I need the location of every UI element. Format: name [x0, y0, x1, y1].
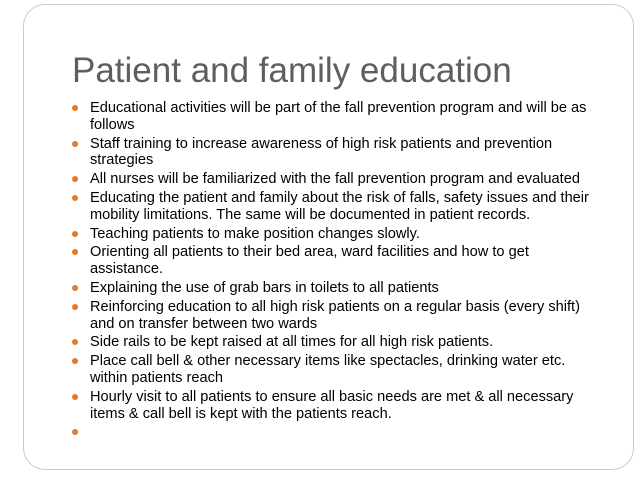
bullet-marker-icon — [72, 195, 78, 201]
bullet-item — [72, 226, 602, 243]
bullet-item — [72, 334, 602, 351]
bullet-text: Hourly visit to all patients to ensure all basic needs are met & all necessary items & call bell is kept with the patients reach. — [90, 388, 574, 422]
bullet-marker-icon — [72, 285, 78, 291]
bullet-marker-icon — [72, 304, 78, 310]
bullet-marker-icon — [72, 339, 78, 345]
bullet-text: Educating the patient and family about the risk of falls, safety issues and their mobility limitations. The same will be documented in patient records. — [90, 189, 589, 223]
bullet-item — [72, 171, 602, 188]
bullet-item — [72, 136, 602, 170]
bullet-list — [72, 100, 602, 424]
bullet-marker-icon — [72, 358, 78, 364]
bullet-text: Teaching patients to make position changes slowly. — [90, 225, 420, 242]
bullet-item — [72, 244, 602, 278]
bullet-item — [72, 389, 602, 423]
bullet-text: Reinforcing education to all high risk patients on a regular basis (every shift) and on transfer between two wards — [90, 298, 580, 332]
bullet-marker-icon — [72, 231, 78, 237]
bullet-item — [72, 190, 602, 224]
bullet-text: All nurses will be familiarized with the fall prevention program and evaluated — [90, 171, 580, 188]
bullet-item — [72, 100, 602, 134]
bullet-text: Side rails to be kept raised at all times for all high risk patients. — [90, 334, 494, 351]
bullet-item — [72, 299, 602, 333]
bullet-text: Educational activities will be part of the fall prevention program and will be as follows — [90, 100, 587, 133]
bullet-text: Explaining the use of grab bars in toilets to all patients — [90, 279, 439, 296]
bullet-marker-icon — [72, 394, 78, 400]
bullet-text: Staff training to increase awareness of high risk patients and prevention strategies — [90, 135, 553, 169]
bullet-marker-icon — [72, 249, 78, 255]
bullet-item — [72, 353, 602, 387]
bullet-item — [72, 280, 602, 297]
bullet-marker-icon — [72, 105, 78, 111]
bullet-marker-icon — [72, 176, 78, 182]
slide-title: Patient and family education — [72, 51, 512, 90]
bullet-text: Orienting all patients to their bed area, ward facilities and how to get assistance. — [90, 244, 529, 278]
bullet-marker-icon — [72, 141, 78, 147]
bullet-text: Place call bell & other necessary items like spectacles, drinking water etc. within patients reach — [90, 353, 566, 386]
